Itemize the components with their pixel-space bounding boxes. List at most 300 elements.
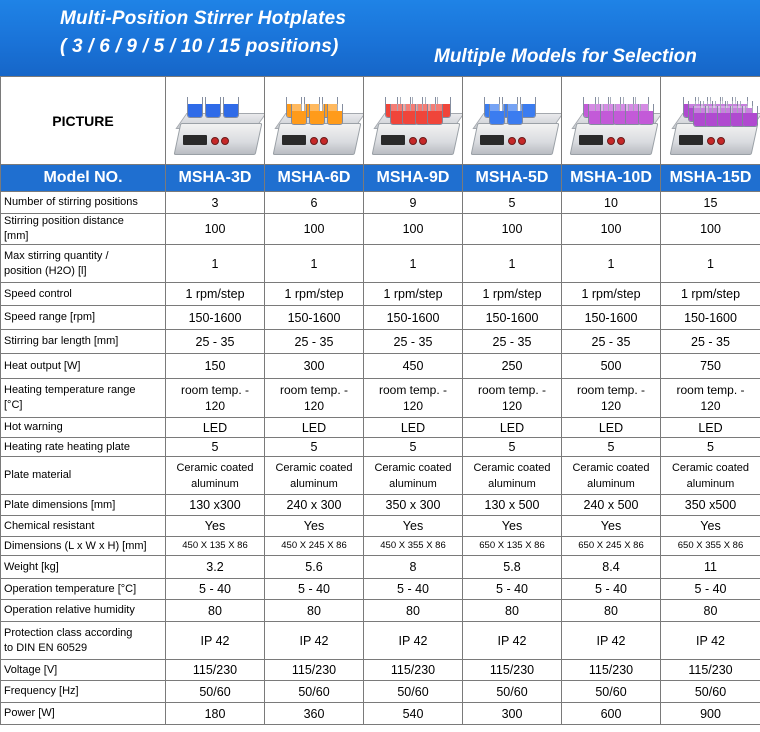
spec-value-line: 1 rpm/step	[680, 287, 741, 301]
spec-value-line: aluminum	[686, 477, 735, 490]
table-row	[1, 556, 760, 579]
spec-value-line: Ceramic coated	[374, 461, 452, 474]
spec-value-line: 600	[600, 706, 622, 721]
spec-label	[1, 354, 166, 379]
spec-value-line: 120	[402, 399, 424, 413]
beaker-icon	[187, 97, 203, 118]
spec-value	[364, 457, 463, 495]
spec-value-line: 25 - 35	[691, 334, 730, 349]
spec-value-line: 1	[707, 256, 714, 271]
spec-value-line: 120	[700, 399, 721, 413]
spec-label-line: Heating temperature range	[4, 384, 136, 396]
spec-value	[364, 579, 463, 600]
spec-value	[562, 418, 661, 438]
spec-value	[661, 537, 760, 556]
spec-value-line: 100	[501, 222, 523, 236]
spec-value-line: 250	[501, 359, 523, 373]
spec-value	[562, 703, 661, 725]
spec-label-line: Stirring bar length [mm]	[4, 335, 119, 347]
spec-value-line: aluminum	[191, 477, 239, 490]
spec-value	[166, 495, 265, 516]
spec-value	[166, 516, 265, 537]
spec-value-line: 5	[607, 440, 615, 454]
spec-label-line: Heating rate heating plate	[4, 440, 130, 453]
spec-label	[1, 457, 166, 495]
spec-value	[166, 660, 265, 681]
spec-label-line: Max stirring quantity /	[4, 249, 109, 262]
spec-value-line: 3.2	[206, 560, 224, 574]
page-title-positions: ( 3 / 6 / 9 / 5 / 10 / 15 positions)	[60, 36, 339, 57]
spec-value-line: 240 x 300	[286, 498, 342, 512]
spec-value	[661, 330, 760, 354]
hotplate-image	[565, 83, 657, 159]
spec-value	[562, 537, 661, 556]
spec-label-line: position (H2O) [l]	[4, 264, 87, 277]
page-title: Multi-Position Stirrer Hotplates	[60, 8, 347, 29]
spec-value-line: Ceramic coated	[176, 461, 254, 474]
spec-label-line: to DIN EN 60529	[4, 641, 88, 654]
spec-value-line: 650 X 135 X 86	[479, 540, 545, 551]
spec-value-line: 5.8	[503, 560, 521, 574]
spec-value-line: 1	[409, 256, 417, 271]
spec-value	[562, 556, 661, 579]
spec-value-line: room temp. -	[576, 383, 645, 397]
spec-value-line: 100	[600, 222, 622, 236]
spec-value	[364, 283, 463, 306]
spec-value	[265, 379, 364, 418]
spec-value-line: 240 x 500	[583, 498, 639, 512]
spec-value-line: Yes	[700, 519, 721, 533]
spec-value-line: 130 x300	[189, 498, 241, 512]
spec-value	[463, 556, 562, 579]
spec-value	[364, 703, 463, 725]
spec-label	[1, 537, 166, 556]
spec-value-line: 5	[409, 440, 417, 454]
spec-label	[1, 192, 166, 214]
spec-value-line: 80	[406, 603, 420, 618]
spec-value	[265, 703, 364, 725]
spec-value	[562, 495, 661, 516]
spec-value-line: 5 - 40	[298, 582, 330, 596]
spec-value	[166, 330, 265, 354]
spec-value	[562, 192, 661, 214]
spec-label-line: Number of stirring positions	[4, 196, 138, 208]
spec-value-line: Yes	[501, 519, 523, 533]
spec-value-line: 450 X 135 X 86	[182, 540, 248, 551]
spec-value-line: 1 rpm/step	[185, 287, 245, 301]
table-row	[1, 516, 760, 537]
spec-label-line: Plate material	[4, 469, 72, 481]
spec-value	[661, 579, 760, 600]
spec-value	[463, 330, 562, 354]
spec-value-line: 5	[707, 440, 714, 454]
spec-value-line: 540	[402, 706, 424, 721]
spec-value	[265, 516, 364, 537]
hotplate-image	[665, 83, 757, 159]
spec-value-line: 100	[402, 222, 424, 236]
spec-value-line: 50/60	[397, 684, 429, 699]
spec-value	[661, 192, 760, 214]
spec-value-line: 25 - 35	[294, 334, 334, 349]
beaker-icon	[742, 106, 758, 127]
spec-value	[265, 457, 364, 495]
control-knob-icon	[310, 137, 318, 145]
spec-value	[661, 660, 760, 681]
spec-value-line: 650 X 245 X 86	[578, 540, 644, 551]
spec-value	[364, 245, 463, 283]
spec-value-line: 120	[501, 399, 523, 413]
spec-value	[562, 660, 661, 681]
spec-value-line: 150-1600	[684, 310, 737, 325]
spec-value-line: 1	[508, 256, 516, 271]
spec-value-line: 450 X 245 X 86	[281, 540, 347, 551]
spec-value	[661, 245, 760, 283]
spec-label	[1, 379, 166, 418]
spec-value-line: room temp. -	[477, 383, 546, 397]
table-row	[1, 283, 760, 306]
spec-value	[265, 245, 364, 283]
spec-value-line: Yes	[600, 519, 622, 533]
spec-value-line: 5	[310, 440, 318, 454]
spec-value-line: IP 42	[200, 633, 230, 648]
spec-value-line: 8	[409, 560, 417, 574]
spec-label	[1, 245, 166, 283]
spec-value	[661, 703, 760, 725]
hotplate-image	[367, 83, 459, 159]
spec-value	[562, 579, 661, 600]
table-row	[1, 495, 760, 516]
control-knob-icon	[320, 137, 328, 145]
beaker-icon	[205, 97, 221, 118]
spec-value	[463, 438, 562, 457]
spec-value	[166, 418, 265, 438]
spec-label	[1, 283, 166, 306]
spec-value-line: 180	[204, 706, 226, 721]
spec-value	[265, 600, 364, 622]
spec-value	[364, 495, 463, 516]
spec-label-line: Speed range [rpm]	[4, 311, 96, 323]
product-picture-msha-10d	[562, 77, 661, 165]
product-picture-msha-3d	[166, 77, 265, 165]
spec-value	[265, 438, 364, 457]
spec-value	[265, 579, 364, 600]
spec-value	[364, 379, 463, 418]
spec-value	[166, 622, 265, 660]
hotplate-image	[169, 83, 261, 159]
spec-value-line: 80	[208, 603, 222, 618]
spec-value	[463, 306, 562, 330]
spec-label	[1, 306, 166, 330]
product-picture-msha-9d	[364, 77, 463, 165]
spec-value-line: aluminum	[587, 477, 635, 490]
model-header-row	[1, 165, 760, 192]
spec-value	[265, 354, 364, 379]
spec-value	[661, 438, 760, 457]
spec-value-line: 5 - 40	[694, 582, 727, 596]
spec-value-line: LED	[698, 420, 723, 435]
table-row	[1, 537, 760, 556]
spec-value	[364, 681, 463, 703]
spec-value-line: 5	[508, 195, 516, 210]
spec-value	[562, 622, 661, 660]
spec-value	[364, 516, 463, 537]
spec-label	[1, 330, 166, 354]
spec-value-line: aluminum	[488, 477, 536, 490]
spec-value-line: 1 rpm/step	[581, 287, 641, 301]
spec-label	[1, 622, 166, 660]
beaker-icon	[489, 104, 505, 125]
spec-label	[1, 516, 166, 537]
table-row	[1, 703, 760, 725]
spec-value-line: room temp. -	[180, 383, 249, 397]
picture-label: PICTURE	[1, 77, 166, 165]
spec-value-line: 5	[508, 440, 516, 454]
spec-value	[364, 214, 463, 245]
spec-label	[1, 579, 166, 600]
beaker-icon	[427, 104, 443, 125]
spec-value	[463, 660, 562, 681]
spec-value	[463, 192, 562, 214]
spec-value-line: 150	[204, 359, 226, 373]
spec-value	[265, 495, 364, 516]
spec-value	[661, 556, 760, 579]
spec-value-line: 80	[307, 603, 321, 618]
spec-value-line: 80	[505, 603, 519, 618]
spec-label	[1, 600, 166, 622]
spec-value-line: aluminum	[389, 477, 437, 490]
spec-value	[562, 600, 661, 622]
spec-value-line: 115/230	[390, 663, 436, 677]
spec-value-line: 100	[303, 222, 325, 236]
spec-value-line: Yes	[303, 519, 325, 533]
spec-value-line: 5 - 40	[595, 582, 627, 596]
table-row	[1, 379, 760, 418]
spec-value	[364, 556, 463, 579]
spec-value-line: IP 42	[299, 633, 329, 648]
spec-value	[166, 703, 265, 725]
spec-value-line: 650 X 355 X 86	[677, 540, 744, 551]
spec-value	[364, 438, 463, 457]
beaker-icon	[638, 104, 654, 125]
table-row	[1, 681, 760, 703]
beaker-icon	[327, 104, 343, 125]
spec-value-line: 750	[700, 359, 721, 373]
spec-label	[1, 703, 166, 725]
spec-value	[463, 379, 562, 418]
control-knob-icon	[617, 137, 625, 145]
spec-value-line: 80	[703, 603, 718, 618]
table-row	[1, 600, 760, 622]
spec-value-line: 115/230	[291, 663, 337, 677]
spec-label-line: Stirring position distance	[4, 215, 124, 227]
spec-value-line: Ceramic coated	[473, 461, 551, 474]
control-knob-icon	[607, 137, 615, 145]
spec-label-line: Heat output [W]	[4, 359, 81, 372]
spec-label-line: Speed control	[4, 287, 72, 300]
spec-value	[265, 537, 364, 556]
spec-value-line: 50/60	[298, 684, 330, 699]
spec-value	[166, 556, 265, 579]
spec-value	[463, 245, 562, 283]
spec-value-line: 900	[700, 706, 721, 721]
title-banner	[0, 0, 760, 76]
spec-value	[562, 438, 661, 457]
spec-value-line: 115/230	[688, 663, 733, 677]
spec-label	[1, 681, 166, 703]
spec-value-line: Ceramic coated	[671, 461, 750, 474]
spec-value-line: 130 x 500	[484, 498, 540, 512]
table-row	[1, 418, 760, 438]
spec-value-line: 120	[204, 399, 226, 413]
spec-label	[1, 660, 166, 681]
table-row	[1, 579, 760, 600]
control-knob-icon	[221, 137, 229, 145]
spec-label-line: Plate dimensions [mm]	[4, 498, 116, 511]
spec-label-line: Power [W]	[4, 707, 55, 719]
spec-label	[1, 214, 166, 245]
spec-value-line: 25 - 35	[492, 334, 532, 349]
spec-value	[463, 214, 562, 245]
spec-value	[265, 330, 364, 354]
spec-value-line: 115/230	[192, 663, 238, 677]
spec-value-line: aluminum	[290, 477, 338, 490]
spec-value-line: 25 - 35	[591, 334, 631, 349]
spec-value	[661, 283, 760, 306]
spec-value	[661, 457, 760, 495]
spec-value-line: 1 rpm/step	[284, 287, 344, 301]
spec-value	[463, 600, 562, 622]
spec-value	[364, 354, 463, 379]
spec-value-line: room temp. -	[676, 383, 745, 397]
spec-value-line: room temp. -	[378, 383, 447, 397]
spec-value	[661, 600, 760, 622]
model-name: MSHA-3D	[166, 165, 265, 192]
spec-value	[463, 457, 562, 495]
hotplate-image	[466, 83, 558, 159]
spec-value	[265, 660, 364, 681]
spec-value	[661, 354, 760, 379]
spec-value-line: Ceramic coated	[572, 461, 650, 474]
spec-value-line: 150-1600	[584, 310, 638, 325]
control-knob-icon	[518, 137, 526, 145]
spec-value-line: 1	[310, 256, 318, 271]
control-knob-icon	[211, 137, 219, 145]
spec-value	[562, 681, 661, 703]
spec-value	[166, 192, 265, 214]
spec-value-line: 1	[607, 256, 615, 271]
beaker-icon	[309, 104, 325, 125]
spec-value-line: LED	[499, 420, 525, 435]
table-row	[1, 214, 760, 245]
hotplate-image	[268, 83, 360, 159]
spec-value-line: 5.6	[305, 560, 323, 574]
spec-value	[265, 418, 364, 438]
spec-value	[364, 600, 463, 622]
spec-value-line: 1	[211, 256, 219, 271]
spec-label-line: Voltage [V]	[4, 663, 58, 676]
control-knob-icon	[508, 137, 516, 145]
spec-value	[562, 214, 661, 245]
control-knob-icon	[419, 137, 427, 145]
beaker-icon	[223, 97, 239, 118]
spec-value-line: LED	[202, 420, 228, 435]
spec-value	[562, 354, 661, 379]
model-header-label: Model NO.	[1, 165, 166, 192]
spec-value	[661, 495, 760, 516]
spec-value-line: 9	[409, 195, 417, 210]
spec-value-line: 120	[303, 399, 325, 413]
spec-value-line: LED	[400, 420, 426, 435]
spec-value	[166, 438, 265, 457]
spec-value-line: IP 42	[398, 633, 428, 648]
control-knob-icon	[707, 137, 715, 145]
spec-value	[661, 681, 760, 703]
spec-label-line: Operation temperature [°C]	[4, 582, 137, 595]
spec-value	[166, 214, 265, 245]
spec-value	[562, 330, 661, 354]
spec-value	[562, 516, 661, 537]
spec-value	[661, 214, 760, 245]
spec-value	[463, 537, 562, 556]
spec-value	[265, 556, 364, 579]
spec-value	[166, 579, 265, 600]
model-name: MSHA-9D	[364, 165, 463, 192]
spec-value-line: 450 X 355 X 86	[380, 540, 446, 551]
spec-value	[364, 537, 463, 556]
spec-value	[562, 306, 661, 330]
model-name: MSHA-6D	[265, 165, 364, 192]
product-picture-msha-6d	[265, 77, 364, 165]
spec-value	[364, 418, 463, 438]
table-row	[1, 622, 760, 660]
spec-value-line: 1 rpm/step	[482, 287, 542, 301]
spec-value	[166, 600, 265, 622]
spec-value-line: 25 - 35	[393, 334, 433, 349]
spec-label-line: Operation relative humidity	[4, 604, 135, 616]
spec-value	[265, 681, 364, 703]
spec-value-line: IP 42	[497, 633, 527, 648]
spec-value	[166, 537, 265, 556]
spec-value	[364, 192, 463, 214]
spec-value-line: LED	[598, 420, 624, 435]
spec-value-line: Yes	[402, 519, 424, 533]
spec-value	[166, 457, 265, 495]
spec-value-line: 5 - 40	[199, 582, 231, 596]
table-row	[1, 354, 760, 379]
model-name: MSHA-15D	[661, 165, 760, 192]
spec-value-line: 11	[704, 560, 717, 574]
spec-value	[166, 354, 265, 379]
table-row	[1, 192, 760, 214]
spec-value-line: 115/230	[489, 663, 535, 677]
spec-value	[265, 283, 364, 306]
spec-value-line: Yes	[204, 519, 226, 533]
table-row	[1, 660, 760, 681]
spec-value-line: 5	[211, 440, 219, 454]
spec-value	[463, 495, 562, 516]
spec-label-line: Protection class according	[4, 626, 133, 639]
spec-value	[166, 245, 265, 283]
spec-value-line: 10	[604, 195, 618, 210]
spec-value-line: 150-1600	[485, 310, 539, 325]
spec-value	[463, 283, 562, 306]
spec-value	[562, 245, 661, 283]
spec-value-line: 5 - 40	[397, 582, 429, 596]
spec-value	[463, 622, 562, 660]
spec-value	[463, 354, 562, 379]
spec-value-line: 100	[204, 222, 226, 236]
beaker-icon	[291, 104, 307, 125]
